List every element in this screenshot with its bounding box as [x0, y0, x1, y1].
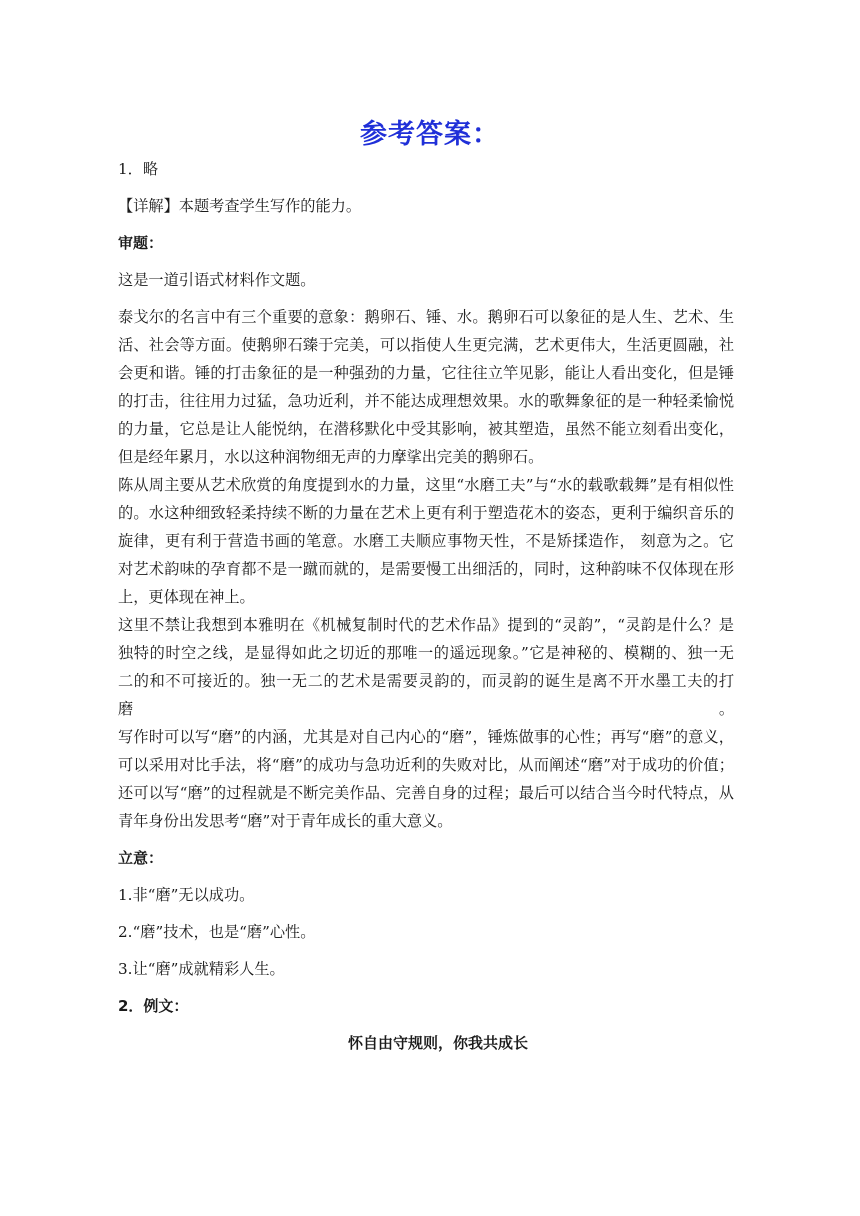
paragraph-line: 对艺术韵味的孕育都不是一蹴而就的，是需要慢工出细活的，同时，这种韵味不仅体现在形 [118, 560, 734, 578]
answer-content [118, 155, 734, 1057]
paragraph-3 [118, 471, 734, 611]
page-title: 参考答案： [360, 119, 500, 150]
paragraph-2 [118, 303, 734, 471]
paragraph-line: 青年身份出发思考“磨”对于青年成长的重大意义。 [118, 812, 453, 830]
question-1-number: 1．略 [118, 160, 159, 178]
paragraph-line: 写作时可以写“磨”的内涵，尤其是对自己内心的“磨”，锤炼做事的心性；再写“磨”的意义， [118, 728, 734, 746]
paragraph-1: 这是一道引语式材料作文题。 [118, 271, 316, 289]
paragraph-line: 活、社会等方面。使鹅卵石臻于完美，可以指使人生更完满，艺术更伟大，生活更圆融，社 [118, 336, 734, 354]
detail-line: 【详解】本题考查学生写作的能力。 [118, 197, 361, 215]
paragraph-line: 的。水这种细致轻柔持续不断的力量在艺术上更有利于塑造花木的姿态，更利于编织音乐的 [118, 504, 734, 522]
paragraph-line: 可以采用对比手法，将“磨”的成功与急功近利的失败对比，从而阐述“磨”对于成功的价值； [118, 756, 734, 774]
liyi-item: 1.非“磨”无以成功。 [118, 886, 255, 904]
paragraph-line: 独特的时空之线，是显得如此之切近的那唯一的遥远现象。”它是神秘的、模糊的、独一无 [118, 644, 734, 662]
paragraph-line: 二的和不可接近的。独一无二的艺术是需要灵韵的，而灵韵的诞生是离不开水墨工夫的打磨。 [118, 672, 734, 718]
paragraph-line: 陈从周主要从艺术欣赏的角度提到水的力量，这里“水磨工夫”与“水的载歌载舞”是有相似性 [118, 476, 734, 494]
paragraph-line: 的打击，往往用力过猛，急功近利，并不能达成理想效果。水的歌舞象征的是一种轻柔愉悦 [118, 392, 734, 410]
paragraph-line: 泰戈尔的名言中有三个重要的意象：鹅卵石、锤、水。鹅卵石可以象征的是人生、艺术、生 [118, 308, 734, 326]
paragraph-4 [118, 611, 734, 835]
essay-title: 怀自由守规则，你我共成长 [347, 1034, 528, 1052]
paragraph-line: 上，更体现在神上。 [118, 588, 255, 606]
paragraph-line: 会更和谐。锤的打击象征的是一种强劲的力量，它往往立竿见影，能让人看出变化，但是锤 [118, 364, 734, 382]
liyi-item: 2.“磨”技术，也是“磨”心性。 [118, 923, 316, 941]
paragraph-line: 但是经年累月，水以这种润物细无声的力摩挲出完美的鹅卵石。 [118, 448, 544, 466]
liyi-item: 3.让“磨”成就精彩人生。 [118, 960, 285, 978]
question-2-label: 2．例文： [118, 997, 189, 1015]
paragraph-line: 这里不禁让我想到本雅明在《机械复制时代的艺术作品》提到的“灵韵”，“灵韵是什么？是 [118, 616, 734, 634]
paragraph-line: 的力量，它总是让人能悦纳，在潜移默化中受其影响，被其塑造，虽然不能立刻看出变化， [118, 420, 734, 438]
paragraph-line: 旋律，更有利于营造书画的笔意。水磨工夫顺应事物天性，不是矫揉造作， 刻意为之。它 [118, 532, 734, 550]
paragraph-line: 还可以写“磨”的过程就是不断完美作品、完善自身的过程；最后可以结合当今时代特点，从 [118, 784, 734, 802]
liyi-heading: 立意： [118, 849, 164, 867]
shenti-heading: 审题： [118, 234, 164, 252]
